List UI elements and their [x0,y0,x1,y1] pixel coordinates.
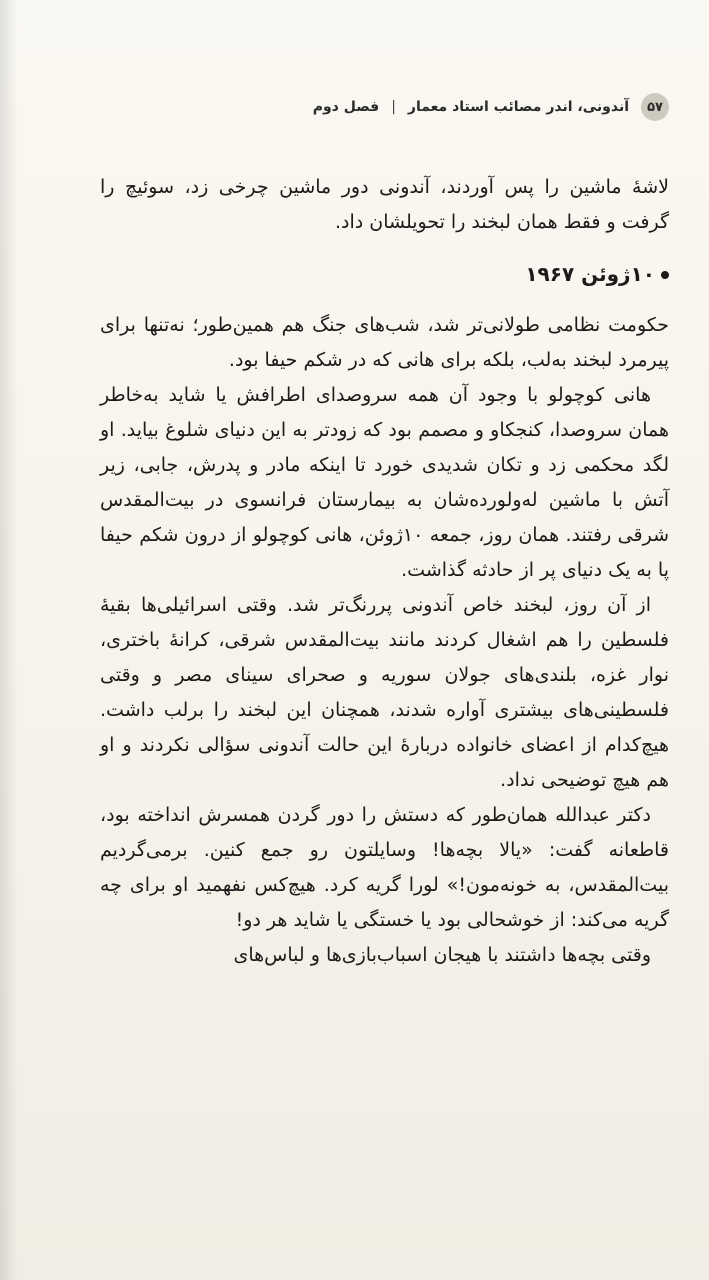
body-text [100,170,669,973]
paragraph-2: هانی کوچولو با وجود آن همه سروصدای اطرافش یا شاید به‌خاطر همان سروصدا، کنجکاو و مصمم بود که زودتر به این دنیای شلوغ بیاید. او لگد محکمی زد و تکان شدیدی خورد تا اینکه مادر و پدرش، جابی، زیر آتش با ماشین له‌ولورده‌شان به بیمارستان فرانسوی در بیت‌المقدس شرقی رفتند. همان روز، جمعه ۱۰ژوئن، هانی کوچولو از درون شکم حیفا پا به یک دنیای پر از حادثه گذاشت. [100,384,669,581]
page-number-badge: ۵۷ [641,93,669,121]
paragraph-3: از آن روز، لبخند خاص آندونی پررنگ‌تر شد. وقتی اسرائیلی‌ها بقیهٔ فلسطین را هم اشغال کردند مانند بیت‌المقدس شرقی، کرانهٔ باختری، نوار غزه، بلندی‌های جولان سوریه و صحرای سینای مصر و وقتی فلسطینی‌های بیشتری آواره شدند، همچنان این لبخند را برلب داشت. هیچ‌کدام از اعضای خانواده دربارهٔ این حالت آندونی سؤالی نکردند و او هم هیچ توضیحی نداد. [100,594,669,791]
running-header [120,92,669,122]
paragraph-intro: لاشهٔ ماشین را پس آوردند، آندونی دور ماشین چرخی زد، سوئیچ را گرفت و فقط همان لبخند را تحویلشان داد. [100,176,669,233]
date-heading [100,257,669,292]
date-heading-text: ۱۰ژوئن ۱۹۶۷ [525,262,655,286]
bullet-icon [661,271,669,279]
header-separator: | [391,99,396,115]
paragraph-1: حکومت نظامی طولانی‌تر شد، شب‌های جنگ هم همین‌طور؛ نه‌تنها برای پیرمرد لبخند به‌لب، بلکه برای هانی که در شکم حیفا بود. [100,314,669,371]
book-title: آندونی، اندر مصائب استاد معمار [407,99,629,115]
chapter-label: فصل دوم [312,99,380,115]
paragraph-5: وقتی بچه‌ها داشتند با هیجان اسباب‌بازی‌ها و لباس‌های [233,944,651,966]
paragraph-4: دکتر عبدالله همان‌طور که دستش را دور گردن همسرش انداخته بود، قاطعانه گفت: «یالا بچه‌ها! وسایلتون رو جمع کنین. برمی‌گردیم بیت‌المقدس، به خونه‌مون!» لورا گریه کرد. هیچ‌کس نفهمید او برای چه گریه می‌کند: از خوشحالی بود یا خستگی یا شاید هر دو! [100,804,669,931]
